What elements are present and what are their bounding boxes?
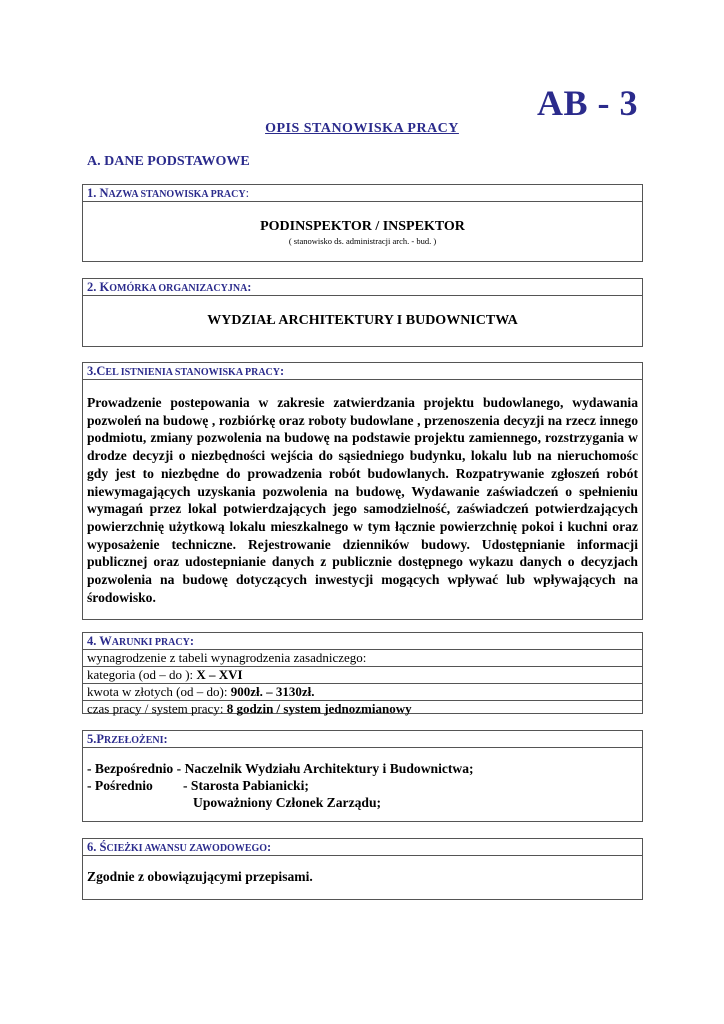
- section-6-header: [83, 839, 642, 856]
- section-4-colon: :: [189, 634, 195, 648]
- section-3-colon: :: [280, 364, 285, 378]
- section-1-title: AZWA STANOWISKA PRACY: [108, 189, 246, 200]
- purpose-text: Prowadzenie postepowania w zakresie zatwierdzania projektu budowlanego, wydawania pozwoleń na budowę , rozbiórkę oraz roboty budowlane , przenoszenia decyzji na rzecz innego podmiotu, zmiany pozwolenia na budowę na podstawie projektu zamiennego, rozstrzygania w drodze decyzji o niezbędności wejścia do sąsiedniego budynku, lokalu lub na nieruchomośc gdy jest to niezbędne do prowadzenia robót budowlanych. Rozpatrywanie zgłoszeń robót niewymagających uzyskania pozwolenia na budowę, Wydawanie zaświadczeń o spełnieniu wymagań przez lokal potwierdzających jego samodzielność, zaświadczeń potwierdzających powierzchnię użytkową lokalu mieszkalnego w tym łącznie powierzchnię pokoi i kuchni oraz wyposażenie techniczne. Rejestrowanie dzienników budowy. Udostępnianie informacji publicznej oraz udostepnianie danych z publicznie dostępnego wykazu danych o decyzjach pozwolenia na budowę dotyczących inwestycji mogących wpływać lub wpływających na środowisko.: [87, 395, 638, 605]
- section-purpose: [82, 362, 643, 620]
- section-1-colon: :: [245, 186, 250, 200]
- section-2-num: 2. K: [87, 280, 110, 294]
- work-time-label: czas pracy / system pracy:: [87, 701, 227, 716]
- section-3-header: [83, 363, 642, 380]
- career-path-text: Zgodnie z obowiązującymi przepisami.: [87, 869, 313, 884]
- section-5-header: [83, 731, 642, 748]
- section-6-num: 6. Ś: [87, 840, 107, 854]
- category-row: [83, 667, 642, 684]
- section-2-header: [83, 279, 642, 296]
- indirect-superior-value-2: Upoważniony Członek Zarządu;: [193, 795, 382, 810]
- section-career-path: [82, 838, 643, 900]
- indirect-superior-value: - Starosta Pabianicki;: [183, 778, 309, 793]
- section-a-heading: A. DANE PODSTAWOWE: [87, 154, 250, 169]
- section-4-title: ARUNKI PRACY: [111, 637, 190, 648]
- section-org-unit: [82, 278, 643, 347]
- department-name: WYDZIAŁ ARCHITEKTURY I BUDOWNICTWA: [207, 313, 518, 328]
- direct-superior: [83, 760, 642, 777]
- section-4-header: [83, 633, 642, 650]
- amount-label: kwota w złotych (od – do):: [87, 684, 231, 699]
- category-value: X – XVI: [196, 667, 243, 682]
- section-3-num: 3.C: [87, 364, 106, 378]
- section-1-header: [83, 185, 642, 202]
- amount-row: [83, 684, 642, 701]
- section-6-title: CIEŻKI AWANSU ZAWODOWEGO: [106, 843, 268, 854]
- section-3-title: EL ISTNIENIA STANOWISKA PRACY: [105, 367, 280, 378]
- section-4-num: 4. W: [87, 634, 112, 648]
- position-title: PODINSPEKTOR / INSPEKTOR: [260, 219, 465, 234]
- work-time-row: [83, 701, 642, 717]
- section-6-colon: :: [267, 840, 272, 854]
- section-1-num: 1. N: [87, 186, 109, 200]
- document-code: AB - 3: [537, 83, 638, 123]
- indirect-superior-2: [83, 794, 642, 811]
- category-label: kategoria (od – do ):: [87, 667, 197, 682]
- section-5-num: 5.P: [87, 732, 105, 746]
- section-superiors: [82, 730, 643, 822]
- salary-table-row: [83, 650, 642, 667]
- section-2-colon: :: [247, 280, 252, 294]
- document-title: OPIS STANOWISKA PRACY: [265, 121, 459, 136]
- section-5-colon: :: [163, 732, 168, 746]
- salary-table-text: wynagrodzenie z tabeli wynagrodzenia zasadniczego:: [87, 650, 367, 665]
- section-work-conditions: [82, 632, 643, 714]
- position-note: ( stanowisko ds. administracji arch. - bud. ): [288, 236, 437, 246]
- section-2-title: OMÓRKA ORGANIZACYJNA: [109, 283, 248, 294]
- section-5-title: RZEŁOŻENI: [104, 735, 164, 746]
- amount-value: 900zł. – 3130zł.: [230, 684, 315, 699]
- indirect-superior-label: - Pośrednio: [87, 778, 153, 793]
- section-position-name: [82, 184, 643, 262]
- direct-superior-label: - Bezpośrednio: [87, 761, 174, 776]
- indirect-superior: [83, 777, 642, 794]
- work-time-value: 8 godzin / system jednozmianowy: [226, 701, 412, 716]
- direct-superior-value: - Naczelnik Wydziału Architektury i Budownictwa;: [176, 761, 474, 776]
